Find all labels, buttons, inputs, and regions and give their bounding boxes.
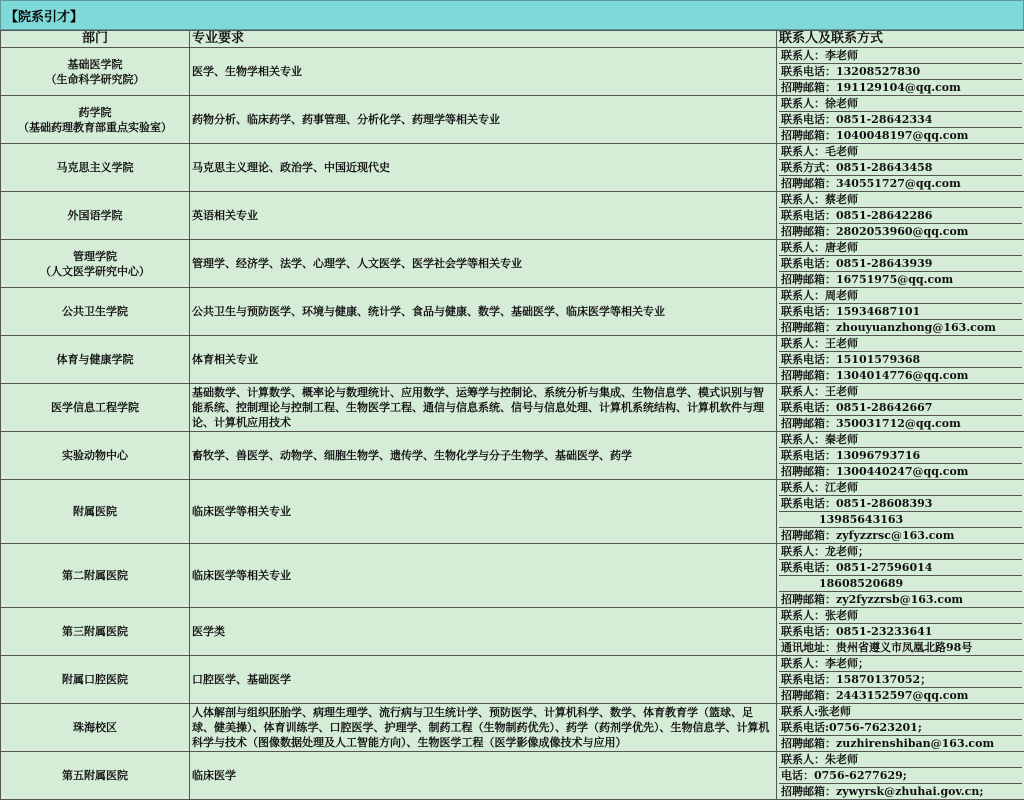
dept-cell xyxy=(1,432,190,480)
dept-name-line: 实验动物中心 xyxy=(3,448,187,463)
contact-cell xyxy=(777,480,1024,544)
table-body xyxy=(1,48,1024,800)
major-cell: 人体解剖与组织胚胎学、病理生理学、流行病与卫生统计学、预防医学、计算机科学、数学、体育教育学（篮球、足球、健美操）、体育训练学、口腔医学、护理学、制药工程（生物制药优先）、药学（药剂学优先）、生物信息学、计算机科学与技术（图像数据处理及人工智能方向）、生物医学工程（医学影像成像技术与应用） xyxy=(190,704,777,752)
contact-cell xyxy=(777,704,1024,752)
contact-line: 联系电话：0851-28643939 xyxy=(779,255,1022,271)
table-row xyxy=(1,192,1024,240)
contact-line: 18608520689 xyxy=(779,575,1022,591)
major-cell: 马克思主义理论、政治学、中国近现代史 xyxy=(190,144,777,192)
table-row xyxy=(1,656,1024,704)
dept-cell xyxy=(1,144,190,192)
contact-cell xyxy=(777,384,1024,432)
dept-cell xyxy=(1,704,190,752)
contact-line: 联系人：王老师 xyxy=(779,336,1022,351)
dept-name-line: 外国语学院 xyxy=(3,208,187,223)
contact-line: 招聘邮箱：1304014776@qq.com xyxy=(779,367,1022,383)
table-row xyxy=(1,48,1024,96)
contact-line: 招聘邮箱：191129104@qq.com xyxy=(779,79,1022,95)
dept-name-line: （生命科学研究院） xyxy=(3,72,187,87)
contact-line: 联系人：毛老师 xyxy=(779,144,1022,159)
contact-line: 联系电话：0851-27596014 xyxy=(779,559,1022,575)
contact-line: 联系人:张老师 xyxy=(779,704,1022,719)
header-row xyxy=(1,31,1024,48)
contact-line: 招聘邮箱：zhouyuanzhong@163.com xyxy=(779,319,1022,335)
section-title: 【院系引才】 xyxy=(0,0,1024,30)
dept-name-line: 基础医学院 xyxy=(3,57,187,72)
contact-line: 联系人：江老师 xyxy=(779,480,1022,495)
contact-line: 联系电话：15101579368 xyxy=(779,351,1022,367)
dept-name-line: 公共卫生学院 xyxy=(3,304,187,319)
dept-cell xyxy=(1,544,190,608)
contact-line: 电话：0756-6277629; xyxy=(779,767,1022,783)
dept-name-line: 体育与健康学院 xyxy=(3,352,187,367)
table-row xyxy=(1,96,1024,144)
contact-line: 招聘邮箱：350031712@qq.com xyxy=(779,415,1022,431)
contact-line: 联系人：蔡老师 xyxy=(779,192,1022,207)
dept-name-line: 医学信息工程学院 xyxy=(3,400,187,415)
dept-name-line: 药学院 xyxy=(3,105,187,120)
contact-line: 招聘邮箱：zyfyzzrsc@163.com xyxy=(779,527,1022,543)
contact-line: 联系人：徐老师 xyxy=(779,96,1022,111)
contact-cell xyxy=(777,608,1024,656)
contact-line: 联系人：唐老师 xyxy=(779,240,1022,255)
dept-name-line: 第二附属医院 xyxy=(3,568,187,583)
dept-name-line: （基础药理教育部重点实验室） xyxy=(3,120,187,135)
contact-line: 招聘邮箱：2802053960@qq.com xyxy=(779,223,1022,239)
contact-line: 联系电话:0756-7623201; xyxy=(779,719,1022,735)
contact-line: 通讯地址：贵州省遵义市凤凰北路98号 xyxy=(779,639,1022,655)
dept-cell xyxy=(1,96,190,144)
table-row xyxy=(1,704,1024,752)
major-cell: 畜牧学、兽医学、动物学、细胞生物学、遗传学、生物化学与分子生物学、基础医学、药学 xyxy=(190,432,777,480)
major-cell: 英语相关专业 xyxy=(190,192,777,240)
contact-line: 招聘邮箱：zywyrsk@zhuhai.gov.cn; xyxy=(779,783,1022,799)
major-cell: 临床医学 xyxy=(190,752,777,800)
contact-line: 招聘邮箱：16751975@qq.com xyxy=(779,271,1022,287)
major-cell: 医学类 xyxy=(190,608,777,656)
contact-line: 联系电话：0851-28642667 xyxy=(779,399,1022,415)
contact-line: 联系人：李老师； xyxy=(779,656,1022,671)
header-contact: 联系人及联系方式 xyxy=(777,31,1024,48)
contact-cell xyxy=(777,432,1024,480)
major-cell: 体育相关专业 xyxy=(190,336,777,384)
contact-line: 13985643163 xyxy=(779,511,1022,527)
major-cell: 临床医学等相关专业 xyxy=(190,544,777,608)
contact-line: 联系电话：15934687101 xyxy=(779,303,1022,319)
dept-cell xyxy=(1,480,190,544)
dept-name-line: 第三附属医院 xyxy=(3,624,187,639)
contact-line: 联系人：周老师 xyxy=(779,288,1022,303)
dept-cell xyxy=(1,752,190,800)
contact-line: 联系人：朱老师 xyxy=(779,752,1022,767)
contact-cell xyxy=(777,192,1024,240)
contact-cell xyxy=(777,656,1024,704)
dept-cell xyxy=(1,48,190,96)
major-cell: 管理学、经济学、法学、心理学、人文医学、医学社会学等相关专业 xyxy=(190,240,777,288)
contact-cell xyxy=(777,336,1024,384)
dept-cell xyxy=(1,656,190,704)
dept-name-line: 珠海校区 xyxy=(3,720,187,735)
contact-line: 联系电话：0851-23233641 xyxy=(779,623,1022,639)
table-row xyxy=(1,480,1024,544)
contact-line: 招聘邮箱：zy2fyzzrsb@163.com xyxy=(779,591,1022,607)
contact-cell xyxy=(777,752,1024,800)
dept-cell xyxy=(1,608,190,656)
table-row xyxy=(1,384,1024,432)
contact-line: 联系电话：15870137052； xyxy=(779,671,1022,687)
dept-name-line: 管理学院 xyxy=(3,249,187,264)
contact-line: 招聘邮箱：2443152597@qq.com xyxy=(779,687,1022,703)
table-row xyxy=(1,336,1024,384)
contact-line: 联系人：王老师 xyxy=(779,384,1022,399)
contact-cell xyxy=(777,544,1024,608)
table-row xyxy=(1,608,1024,656)
major-cell: 临床医学等相关专业 xyxy=(190,480,777,544)
contact-cell xyxy=(777,288,1024,336)
major-cell: 基础数学、计算数学、概率论与数理统计、应用数学、运筹学与控制论、系统分析与集成、生物信息学、模式识别与智能系统、控制理论与控制工程、生物医学工程、通信与信息系统、信号与信息处理、计算机系统结构、计算机软件与理论、计算机应用技术 xyxy=(190,384,777,432)
contact-line: 招聘邮箱：1040048197@qq.com xyxy=(779,127,1022,143)
contact-line: 联系人：李老师 xyxy=(779,48,1022,63)
contact-line: 联系电话：0851-28642334 xyxy=(779,111,1022,127)
dept-name-line: 附属口腔医院 xyxy=(3,672,187,687)
major-cell: 药物分析、临床药学、药事管理、分析化学、药理学等相关专业 xyxy=(190,96,777,144)
table-row xyxy=(1,288,1024,336)
contact-line: 联系人：龙老师； xyxy=(779,544,1022,559)
dept-cell xyxy=(1,288,190,336)
dept-name-line: （人文医学研究中心） xyxy=(3,264,187,279)
contact-line: 联系电话：0851-28642286 xyxy=(779,207,1022,223)
dept-cell xyxy=(1,240,190,288)
contact-line: 联系电话：13096793716 xyxy=(779,447,1022,463)
contact-line: 联系人：张老师 xyxy=(779,608,1022,623)
dept-name-line: 第五附属医院 xyxy=(3,768,187,783)
contact-line: 联系人：秦老师 xyxy=(779,432,1022,447)
header-dept: 部门 xyxy=(1,31,190,48)
major-cell: 医学、生物学相关专业 xyxy=(190,48,777,96)
dept-cell xyxy=(1,192,190,240)
dept-name-line: 附属医院 xyxy=(3,504,187,519)
table-row xyxy=(1,144,1024,192)
header-major: 专业要求 xyxy=(190,31,777,48)
table-row xyxy=(1,544,1024,608)
recruitment-table xyxy=(0,30,1024,800)
contact-line: 招聘邮箱：1300440247@qq.com xyxy=(779,463,1022,479)
major-cell: 口腔医学、基础医学 xyxy=(190,656,777,704)
contact-line: 招聘邮箱：zuzhirenshiban@163.com xyxy=(779,735,1022,751)
table-row xyxy=(1,240,1024,288)
contact-cell xyxy=(777,96,1024,144)
major-cell: 公共卫生与预防医学、环境与健康、统计学、食品与健康、数学、基础医学、临床医学等相关专业 xyxy=(190,288,777,336)
contact-line: 联系方式：0851-28643458 xyxy=(779,159,1022,175)
table-row xyxy=(1,432,1024,480)
contact-line: 联系电话：13208527830 xyxy=(779,63,1022,79)
contact-cell xyxy=(777,144,1024,192)
contact-line: 联系电话：0851-28608393 xyxy=(779,495,1022,511)
contact-line: 招聘邮箱：340551727@qq.com xyxy=(779,175,1022,191)
contact-cell xyxy=(777,48,1024,96)
dept-name-line: 马克思主义学院 xyxy=(3,160,187,175)
dept-cell xyxy=(1,384,190,432)
dept-cell xyxy=(1,336,190,384)
table-row xyxy=(1,752,1024,800)
contact-cell xyxy=(777,240,1024,288)
